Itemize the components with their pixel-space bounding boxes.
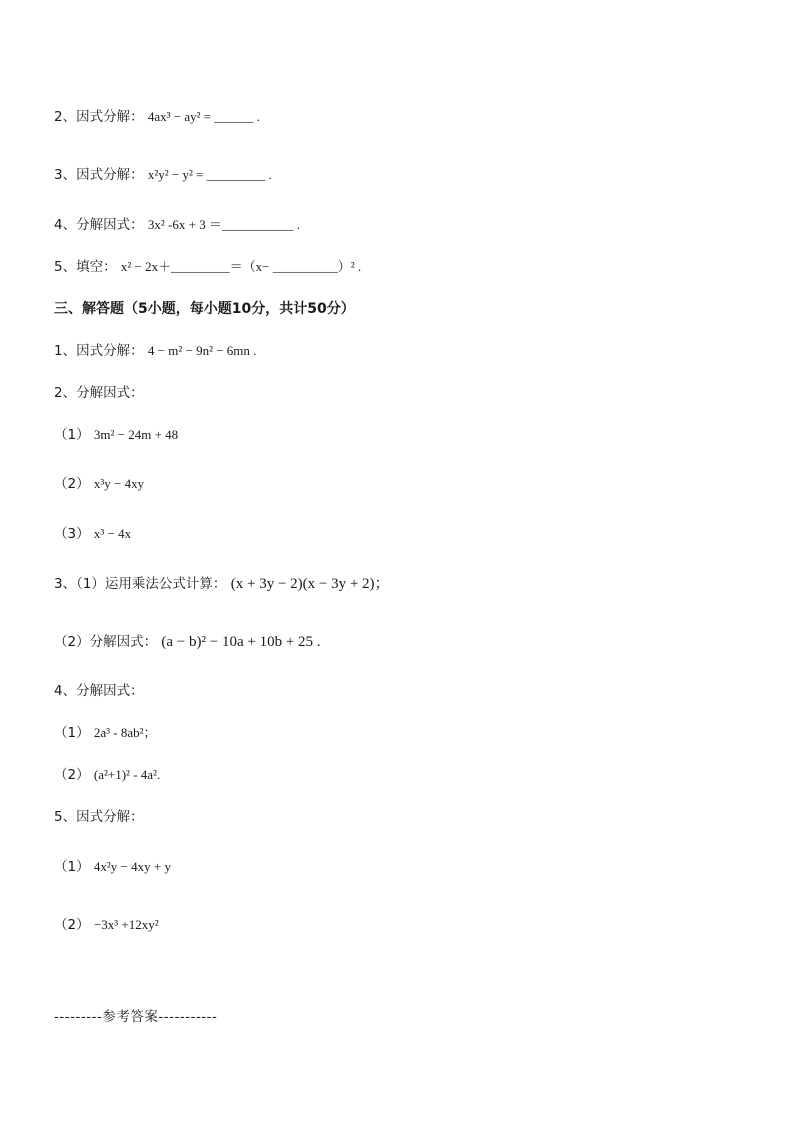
sub-question [54, 524, 131, 544]
answer-key-label: ---------参考答案----------- [54, 1009, 218, 1025]
sub-question-label: （1） [54, 859, 90, 875]
sub-question-label: （2） [54, 476, 90, 492]
sub-question [54, 857, 171, 877]
question-label: 2、分解因式： [54, 385, 144, 401]
question-2-factorize [54, 107, 260, 127]
sub-question-label: （2） [54, 917, 90, 933]
question-expression: x²y² − y² = _________ . [147, 167, 272, 182]
sub-question-expression: 3m² − 24m + 48 [93, 427, 179, 442]
sub-question-expression: 2a³ - 8ab²； [93, 725, 157, 740]
section-heading [54, 299, 355, 319]
question-label: 4、分解因式： [54, 683, 144, 699]
sub-question-label: （1） [54, 427, 90, 443]
answer-key-divider [54, 1007, 217, 1027]
sub-question-expression: x³y − 4xy [93, 476, 145, 491]
answer-question-4 [54, 681, 144, 701]
question-expression: x² − 2x＋_________＝（x− __________）² . [120, 259, 362, 274]
answer-question-2 [54, 383, 144, 403]
question-label: 3、因式分解： [54, 167, 144, 183]
answer-question-5 [54, 807, 144, 827]
answer-question-3 [54, 574, 390, 594]
question-expression: 4ax³ − ay² = ______ . [147, 109, 260, 124]
sub-question-label: （1） [54, 725, 90, 741]
question-expression: (x + 3y − 2)(x − 3y + 2)； [230, 576, 390, 592]
question-expression: 4 − m² − 9n² − 6mn . [147, 343, 257, 358]
sub-question-label: （2）分解因式： [54, 634, 158, 650]
sub-question-label: （2） [54, 767, 90, 783]
question-label: 1、因式分解： [54, 343, 144, 359]
answer-question-1 [54, 341, 256, 361]
section-title: 三、解答题（5小题，每小题10分，共计50分） [54, 301, 355, 317]
sub-question-expression: (a²+1)² - 4a². [93, 767, 161, 782]
question-5-fill-blank [54, 257, 361, 277]
sub-question-expression: x³ − 4x [93, 526, 132, 541]
question-4-factorize [54, 215, 300, 235]
sub-question [54, 765, 160, 785]
sub-question [54, 723, 157, 743]
sub-question [54, 474, 144, 494]
sub-question-label: （3） [54, 526, 90, 542]
sub-question-expression: −3x³ +12xy² [93, 917, 159, 932]
question-label: 5、填空： [54, 259, 117, 275]
sub-question-expression: 4x²y − 4xy + y [93, 859, 171, 874]
question-expression: 3x² -6x + 3 ＝___________ . [147, 217, 300, 232]
sub-question-expression: (a − b)² − 10a + 10b + 25 . [161, 634, 321, 650]
sub-question [54, 632, 321, 652]
question-label: 5、因式分解： [54, 809, 144, 825]
question-label: 2、因式分解： [54, 109, 144, 125]
question-3-factorize [54, 165, 272, 185]
sub-question [54, 915, 159, 935]
question-label: 4、分解因式： [54, 217, 144, 233]
question-label: 3、（1）运用乘法公式计算： [54, 576, 227, 592]
sub-question [54, 425, 178, 445]
